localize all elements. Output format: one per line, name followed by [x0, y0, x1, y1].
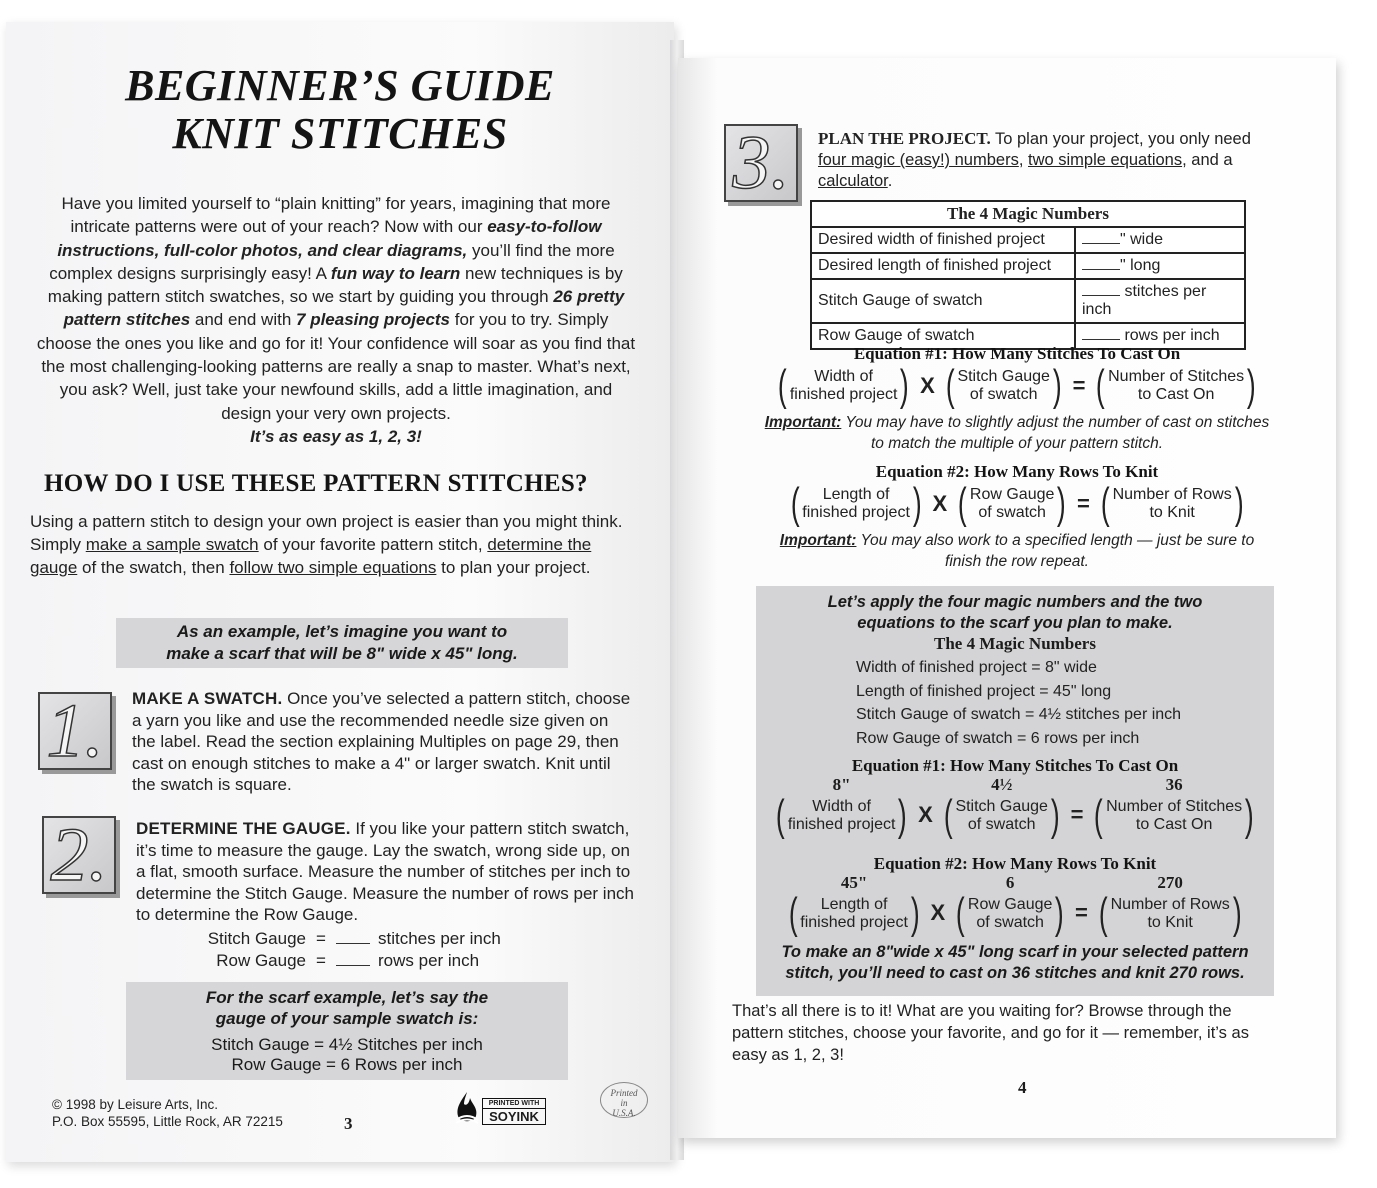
multiply-sign: X: [932, 491, 948, 516]
intro-bold-text: fun way to learn: [330, 263, 461, 283]
gauge-label: Stitch Gauge: [207, 929, 306, 948]
intro-text: new techniques is by making pattern stitch swatches, so we start by guiding you through: [47, 263, 623, 307]
soy-ink-line-2: SOYINK: [489, 1109, 539, 1124]
worked-value: 8": [832, 775, 851, 794]
term-text: Width of: [814, 368, 873, 385]
step-2-numeral: 2.: [50, 813, 108, 897]
how-underlined-text: determine the gauge: [30, 535, 592, 577]
multiply-sign: X: [920, 373, 935, 398]
equals-sign: =: [1072, 373, 1086, 398]
worked-term-stitches-result: 36 ( Number of Stitches to Cast On ): [1091, 776, 1256, 838]
worked-term-width: 8" ( Width of finished project ): [773, 776, 910, 838]
term-text: Length of: [822, 486, 890, 503]
how-text: Using a pattern stitch to design your own project is easier than you might think. Simply: [30, 512, 623, 554]
term-width: ( Width of finished project ): [778, 361, 910, 410]
term-length: ( Length of finished project ): [790, 479, 922, 528]
step-3-body: To plan your project, you only need: [990, 130, 1251, 148]
table-header-row: [811, 201, 1245, 227]
page-number-right: 4: [1018, 1078, 1027, 1097]
worked-value: 36: [1165, 775, 1183, 794]
gauge-line: [196, 950, 556, 972]
page-title: [0, 62, 680, 158]
worked-term-stitch-gauge: 4½ ( Stitch Gauge of swatch ): [941, 776, 1063, 838]
table-cell-unit: " wide: [1120, 231, 1164, 248]
worked-equation-2: [756, 854, 1274, 936]
title-line-1: BEGINNER’S GUIDE: [125, 61, 555, 110]
scarf-line-1: For the scarf example, let’s say the: [205, 988, 489, 1007]
soy-ink-label: [482, 1098, 546, 1125]
equation-2: [762, 462, 1272, 572]
how-paragraph: [30, 510, 640, 579]
step-3-heading: PLAN THE PROJECT.: [818, 129, 991, 148]
term-row-gauge: ( Row Gauge of swatch ): [958, 479, 1067, 528]
equation-2-formula: [762, 479, 1272, 528]
term-text: Width of: [812, 798, 871, 815]
step-3-underlined: calculator: [818, 172, 888, 190]
step-3-text: [818, 128, 1278, 192]
step-1-text: [132, 688, 632, 796]
fill-blank: [1082, 232, 1120, 244]
how-underlined-text: follow two simple equations: [229, 558, 437, 577]
fill-blank: [1082, 284, 1120, 296]
table-cell-blank: [1075, 227, 1245, 253]
intro-line: equations to the scarf you plan to make.: [857, 614, 1173, 632]
intro-bold-text: easy-to-follow instructions, full-color photos, and clear diagrams,: [57, 217, 602, 260]
intro-text: you’ll find the more complex designs surprisingly easy! A: [49, 240, 615, 283]
worked-equation-1-formula: [756, 776, 1274, 838]
how-text: to plan your project.: [436, 558, 591, 577]
scarf-callout-heading: [126, 982, 568, 1029]
term-text: of swatch: [976, 914, 1044, 931]
worked-value: 45": [840, 873, 868, 892]
worked-equation-1-title: Equation #1: How Many Stitches To Cast On: [851, 756, 1179, 775]
term-text: Number of Rows: [1110, 896, 1230, 913]
page-number-left: 3: [344, 1114, 353, 1133]
equation-1-title: Equation #1: How Many Stitches To Cast On: [853, 344, 1181, 363]
note-label: Important:: [779, 532, 857, 549]
worked-equation-1: [756, 756, 1274, 838]
term-text: of swatch: [967, 816, 1036, 833]
table-cell-unit: stitches per inch: [1082, 283, 1207, 318]
term-text: Stitch Gauge: [955, 798, 1048, 815]
example-callout: [116, 618, 568, 668]
step-3-body: .: [887, 172, 893, 190]
term-text: of swatch: [978, 504, 1046, 521]
term-text: Stitch Gauge: [957, 368, 1050, 385]
term-text: to Knit: [1149, 504, 1195, 521]
multiply-sign: X: [918, 802, 933, 827]
magic-numbers-table: [810, 200, 1246, 350]
worked-term-rows-result: 270 ( Number of Rows to Knit ): [1096, 874, 1244, 936]
gauge-blank: [336, 950, 370, 966]
table-row: [811, 227, 1245, 253]
usa-seal-line-1: Printed: [610, 1088, 638, 1098]
fill-blank: [1082, 328, 1120, 340]
term-text: to Cast On: [1135, 816, 1213, 833]
table-cell-label: Desired length of finished project: [811, 253, 1075, 279]
scarf-gauge-callout: [126, 982, 568, 1080]
printed-in-usa-seal: [600, 1082, 648, 1118]
term-text: to Cast On: [1137, 386, 1215, 403]
table-row: [811, 279, 1245, 323]
step-3-body: , and a: [1182, 151, 1233, 169]
worked-example-intro: [756, 592, 1274, 634]
how-text: of the swatch, then: [77, 558, 230, 577]
note-label: Important:: [764, 414, 842, 431]
scarf-line-2: gauge of your sample swatch is:: [215, 1009, 479, 1028]
table-cell-blank: [1075, 279, 1245, 323]
step-3-numeral-box: [724, 121, 798, 205]
worked-example-conclusion: [756, 942, 1274, 984]
copyright-line-1: © 1998 by Leisure Arts, Inc.: [52, 1097, 219, 1112]
table-cell-blank: [1075, 253, 1245, 279]
note-text: You may also work to a specified length — just be sure to finish the row repeat.: [856, 532, 1255, 570]
equation-2-note: [762, 530, 1272, 572]
table-cell-unit: " long: [1120, 257, 1161, 274]
list-item: Length of finished project = 45" long: [856, 682, 1112, 700]
list-item: Stitch Gauge of swatch = 4½ stitches per inch: [856, 706, 1182, 723]
intro-text: Have you limited yourself to “plain knitting” for years, imagining that more intricate patterns were out of your reach? Now with our: [61, 194, 611, 237]
how-underlined-text: make a sample swatch: [85, 535, 259, 554]
multiply-sign: X: [930, 900, 946, 925]
scarf-worked-example: [756, 586, 1274, 996]
note-text: You may have to slightly adjust the number of cast on stitches to match the multiple of your pattern stitch.: [841, 414, 1270, 452]
step-3-underlined: four magic (easy!) numbers: [818, 151, 1019, 169]
step-1-numeral: 1.: [46, 689, 104, 773]
flame-icon: [452, 1090, 482, 1126]
scarf-line-3: Stitch Gauge = 4½ Stitches per inch: [211, 1035, 483, 1054]
gauge-fill-in: [196, 928, 556, 972]
example-line-2: make a scarf that will be 8" wide x 45" long.: [166, 644, 518, 663]
gauge-equals: =: [316, 951, 326, 970]
term-text: finished project: [802, 504, 910, 521]
term-text: Number of Rows: [1112, 486, 1232, 503]
term-text: to Knit: [1147, 914, 1193, 931]
intro-text: and end with: [190, 310, 297, 330]
conclusion-line: stitch, you’ll need to cast on 36 stitches and knit 270 rows.: [785, 964, 1245, 982]
scarf-callout-values: [126, 1035, 568, 1075]
equation-2-title: Equation #2: How Many Rows To Knit: [875, 462, 1159, 481]
gauge-unit: stitches per inch: [378, 929, 501, 948]
intro-paragraph: [36, 192, 636, 448]
soy-ink-logo: [452, 1090, 548, 1128]
equation-1-note: [762, 412, 1272, 454]
term-text: Number of Stitches: [1106, 798, 1243, 815]
step-2-body: If you like your pattern stitch swatch, it’s time to measure the gauge. Lay the swatch, wrong side up, on a flat, smooth surface. Measure the number of stitches per inch to determine the Stitch Gauge. Measure the number of rows per inch to determine the Row Gauge.: [136, 819, 634, 924]
table-cell-label: Stitch Gauge of swatch: [811, 279, 1075, 323]
intro-line: Let’s apply the four magic numbers and the two: [827, 593, 1203, 611]
intro-tagline: It’s as easy as 1, 2, 3!: [250, 426, 422, 446]
term-stitches-result: ( Number of Stitches to Cast On ): [1096, 361, 1256, 410]
equals-sign: =: [1070, 802, 1084, 827]
gauge-unit: rows per inch: [378, 951, 480, 970]
gauge-line: [196, 928, 556, 950]
gauge-label: Row Gauge: [216, 951, 306, 970]
example-line-1: As an example, let’s imagine you want to: [176, 622, 508, 641]
worked-value: 6: [1005, 873, 1015, 892]
worked-equation-2-title: Equation #2: How Many Rows To Knit: [873, 854, 1157, 873]
worked-magic-numbers-list: [856, 656, 1256, 750]
term-text: finished project: [800, 914, 908, 931]
term-text: Row Gauge: [969, 486, 1055, 503]
term-rows-result: ( Number of Rows to Knit ): [1100, 479, 1244, 528]
worked-example-heading: The 4 Magic Numbers: [934, 634, 1096, 653]
term-text: finished project: [787, 816, 896, 833]
worked-value: 4½: [991, 775, 1013, 794]
equals-sign: =: [1077, 491, 1090, 516]
table-row: [811, 253, 1245, 279]
table-cell-label: Row Gauge of swatch: [811, 323, 1075, 349]
how-text: of your favorite pattern stitch,: [258, 535, 488, 554]
gauge-blank: [336, 928, 370, 944]
term-text: Length of: [820, 896, 888, 913]
title-line-2: KNIT STITCHES: [172, 109, 508, 158]
list-item: Width of finished project = 8" wide: [856, 659, 1097, 676]
copyright-notice: [52, 1096, 283, 1130]
step-1-numeral-box: [38, 689, 112, 773]
term-stitch-gauge: ( Stitch Gauge of swatch ): [945, 361, 1062, 410]
equation-1-formula: [762, 361, 1272, 410]
usa-seal-line-3: U.S.A.: [612, 1108, 636, 1118]
term-text: finished project: [789, 386, 898, 403]
equation-1: [762, 344, 1272, 454]
step-1-body: Once you’ve selected a pattern stitch, choose a yarn you like and use the recommended needle size given on the label. Read the section explaining Multiples on page 29, then cast on enough stitches to make a 4" or larger swatch. Knit until the swatch is square.: [132, 689, 631, 794]
gauge-equals: =: [316, 929, 326, 948]
term-text: Number of Stitches: [1108, 368, 1245, 385]
list-item: Row Gauge of swatch = 6 rows per inch: [856, 729, 1140, 747]
term-text: Row Gauge: [967, 896, 1053, 913]
equals-sign: =: [1075, 900, 1088, 925]
step-3-numeral: 3.: [732, 121, 790, 205]
usa-seal-line-2: in: [620, 1098, 628, 1108]
intro-text: for you to try. Simply choose the ones you like and go for it! Your confidence will soar as you find that the most challenging-looking patterns are really a snap to master. What’s next, you ask? Well, just take your newfound skills, add a little imagination, and design your very own projects.: [36, 310, 636, 423]
fill-blank: [1082, 258, 1120, 270]
step-3-underlined: two simple equations: [1028, 151, 1183, 169]
step-1-heading: MAKE A SWATCH.: [132, 689, 283, 708]
worked-term-length: 45" ( Length of finished project ): [786, 874, 923, 936]
intro-bold-text: 26 pretty pattern stitches: [63, 287, 625, 330]
closing-paragraph: That’s all there is to it! What are you waiting for? Browse through the pattern stitches, choose your favorite, and go for it — remember, it’s as easy as 1, 2, 3!: [732, 1002, 1249, 1064]
conclusion-line: To make an 8"wide x 45" long scarf in your selected pattern: [781, 943, 1249, 961]
term-text: of swatch: [969, 386, 1038, 403]
copyright-line-2: P.O. Box 55595, Little Rock, AR 72215: [52, 1114, 283, 1129]
section-heading: HOW DO I USE THESE PATTERN STITCHES?: [44, 470, 588, 497]
worked-equation-2-formula: [756, 874, 1274, 936]
soy-ink-line-1: PRINTED WITH: [483, 1099, 545, 1109]
table-cell-unit: rows per inch: [1124, 327, 1220, 344]
step-2-text: [136, 818, 636, 926]
worked-value: 270: [1157, 873, 1183, 892]
scarf-line-4: Row Gauge = 6 Rows per inch: [231, 1055, 463, 1074]
step-2-numeral-box: [42, 813, 116, 897]
table-title: The 4 Magic Numbers: [811, 201, 1245, 227]
worked-term-row-gauge: 6 ( Row Gauge of swatch ): [953, 874, 1067, 936]
step-2-heading: DETERMINE THE GAUGE.: [136, 819, 351, 838]
intro-bold-text: 7 pleasing projects: [296, 310, 451, 330]
table-cell-label: Desired width of finished project: [811, 227, 1075, 253]
step-3-body: ,: [1018, 151, 1028, 169]
